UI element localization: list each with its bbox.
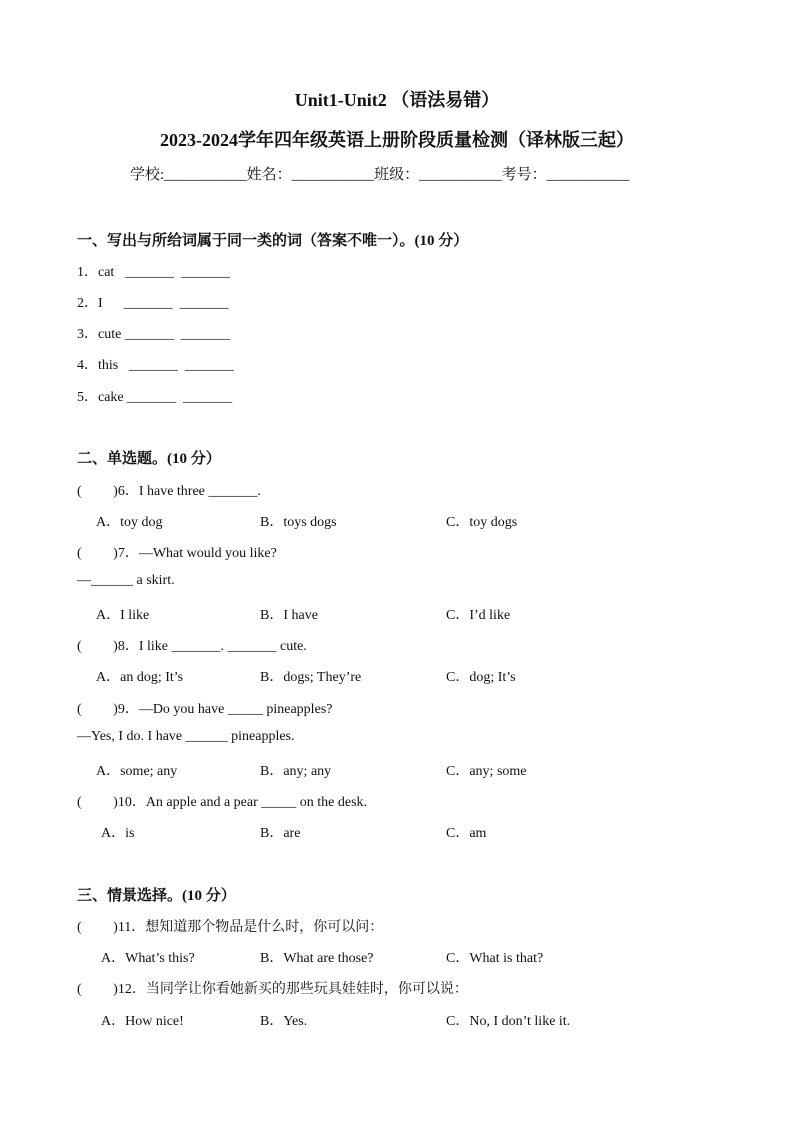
q12-option-c: C．No, I don’t like it. <box>446 1014 571 1029</box>
q12-stem: ( )12．当同学让你看她新买的那些玩具娃娃时，你可以说： <box>77 982 468 997</box>
section-2-heading: 二、单选题。(10 分） <box>77 451 221 467</box>
q6-option-a: A．toy dog <box>96 515 163 530</box>
q9-option-b: B．any; any <box>260 764 332 779</box>
s1-item-2: 2．I _______ _______ <box>77 296 229 311</box>
section-3-heading: 三、情景选择。(10 分） <box>77 888 236 904</box>
q8-stem: ( )8．I like _______. _______ cute. <box>77 639 307 654</box>
s1-item-4: 4．this _______ _______ <box>77 358 234 373</box>
s1-item-5: 5．cake _______ _______ <box>77 390 233 405</box>
s1-item-3: 3．cute _______ _______ <box>77 327 230 342</box>
q7-reply: —______ a skirt. <box>77 573 175 588</box>
section-1-heading: 一、写出与所给词属于同一类的词（答案不唯一）。(10 分） <box>77 233 469 249</box>
student-info-line: 学校:___________姓名：___________班级：___________考号：___________ <box>130 167 630 183</box>
q7-option-b: B．I have <box>260 608 318 623</box>
q10-stem: ( )10．An apple and a pear _____ on the desk. <box>77 795 368 810</box>
q11-option-c: C．What is that? <box>446 951 544 966</box>
q10-option-b: B．are <box>260 826 301 841</box>
q9-option-a: A．some; any <box>96 764 178 779</box>
q11-option-a: A．What’s this? <box>101 951 195 966</box>
exam-subtitle: 2023-2024学年四年级英语上册阶段质量检测（译林版三起） <box>160 130 634 150</box>
q11-option-b: B．What are those? <box>260 951 374 966</box>
q6-option-b: B．toys dogs <box>260 515 337 530</box>
q10-option-c: C．am <box>446 826 487 841</box>
q8-option-c: C．dog; It’s <box>446 670 516 685</box>
q7-option-c: C．I’d like <box>446 608 511 623</box>
q7-option-a: A．I like <box>96 608 150 623</box>
q11-stem: ( )11．想知道那个物品是什么时，你可以问： <box>77 920 384 935</box>
q12-option-b: B．Yes. <box>260 1014 308 1029</box>
q12-option-a: A．How nice! <box>101 1014 184 1029</box>
q10-option-a: A．is <box>101 826 135 841</box>
q9-stem: ( )9．—Do you have _____ pineapples? <box>77 702 333 717</box>
s1-item-1: 1．cat _______ _______ <box>77 265 230 280</box>
exam-title: Unit1-Unit2 （语法易错） <box>294 90 500 110</box>
q7-stem: ( )7．—What would you like? <box>77 546 277 561</box>
q8-option-a: A．an dog; It’s <box>96 670 184 685</box>
q6-option-c: C．toy dogs <box>446 515 518 530</box>
q9-option-c: C．any; some <box>446 764 527 779</box>
q8-option-b: B．dogs; They’re <box>260 670 362 685</box>
q9-reply: —Yes, I do. I have ______ pineapples. <box>77 729 295 744</box>
q6-stem: ( )6．I have three _______. <box>77 484 261 499</box>
